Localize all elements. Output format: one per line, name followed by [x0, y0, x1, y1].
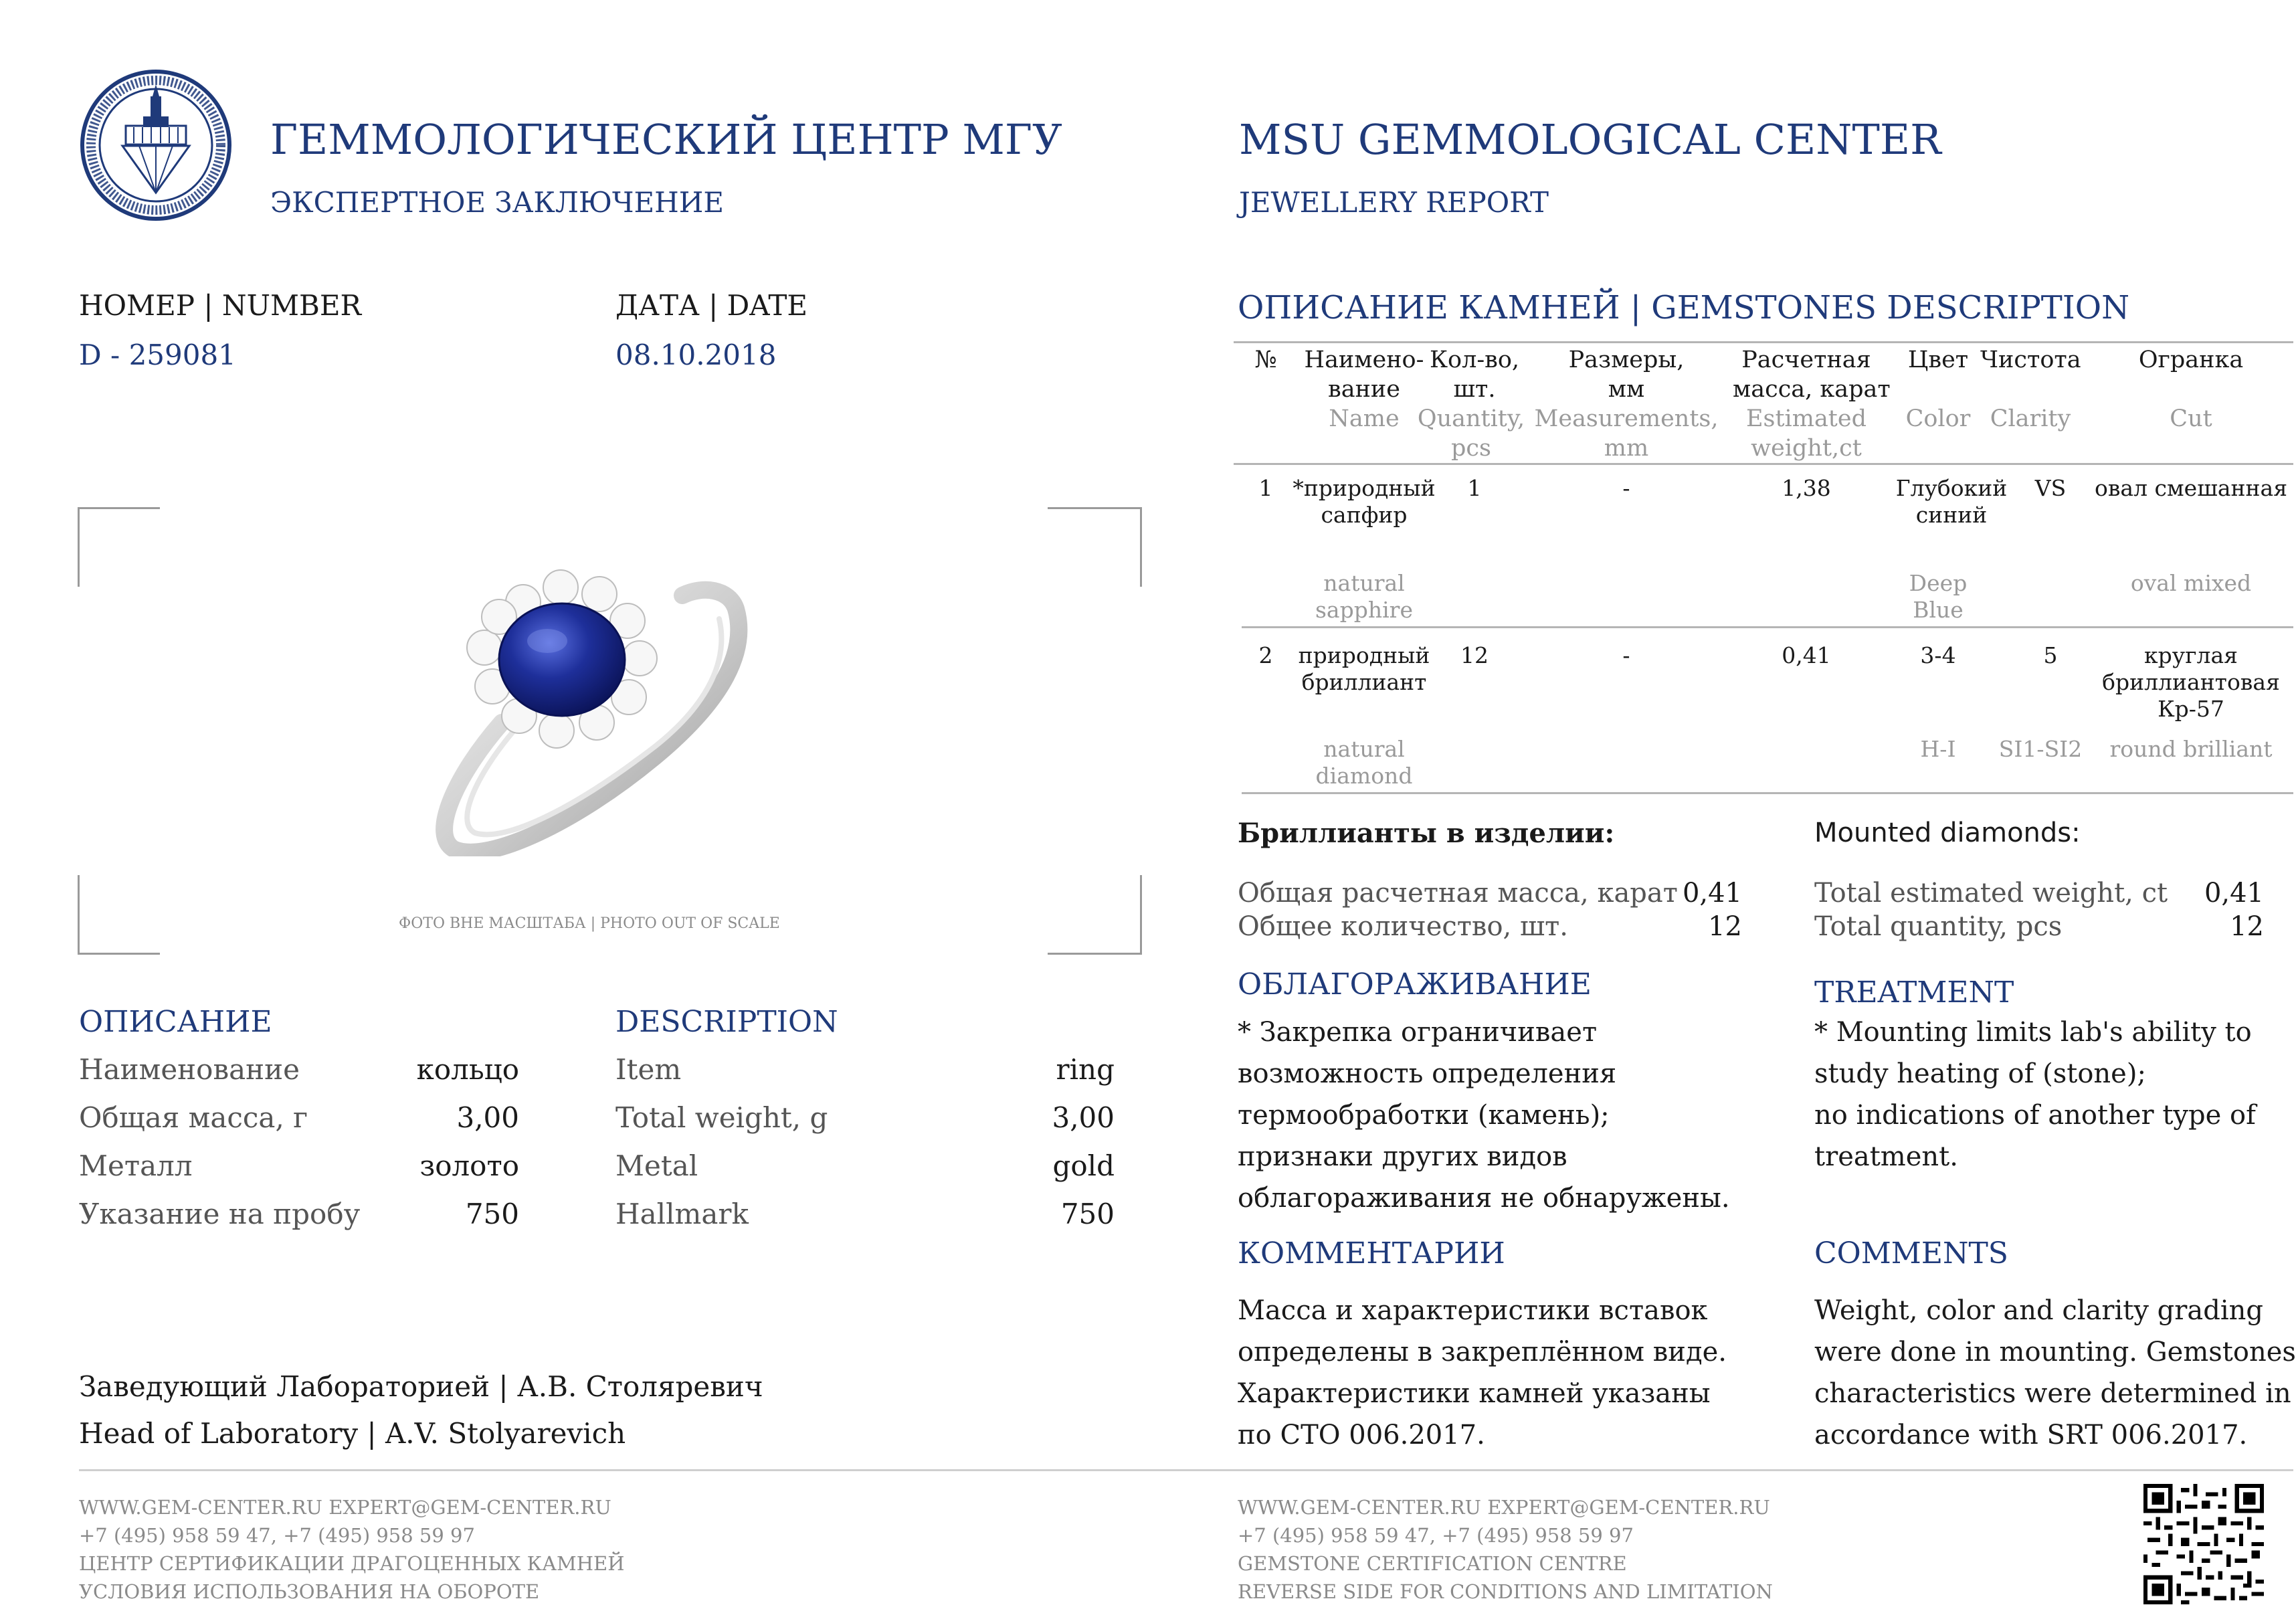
description-en-title: DESCRIPTION: [615, 1005, 838, 1039]
footer-divider: [79, 1469, 2293, 1471]
gemstones-title: ОПИСАНИЕ КАМНЕЙ | GEMSTONES DESCRIPTION: [1238, 289, 2130, 326]
table-cell-name: *природный сапфир: [1293, 475, 1436, 528]
table-cell-cut-en: oval mixed: [2130, 570, 2252, 596]
col-header-clarity: Чистота: [1980, 347, 2081, 373]
subtitle-ru: ЭКСПЕРТНОЕ ЗАКЛЮЧЕНИЕ: [270, 186, 725, 219]
table-cell-name: природный бриллиант: [1298, 642, 1430, 695]
text-line: no indications of another type of: [1814, 1100, 2256, 1131]
text-line: признаки других видов: [1238, 1141, 1567, 1172]
text-line: Weight, color and clarity grading: [1814, 1295, 2263, 1326]
comments-text-ru: [1238, 1290, 1727, 1456]
mounted-ru-label: Общая расчетная масса, карат: [1238, 878, 1678, 909]
table-rule: [1242, 626, 2293, 628]
col-header-measurements: Размеры, мм: [1568, 347, 1685, 403]
date-label: ДАТА | DATE: [615, 289, 808, 322]
table-cell-measurements: -: [1622, 475, 1630, 501]
mounted-en-label: Total quantity, pcs: [1814, 911, 2063, 942]
desc-en-value: 750: [1060, 1198, 1115, 1230]
text-line: accordance with SRT 006.2017.: [1814, 1420, 2248, 1450]
desc-ru-value: 3,00: [456, 1101, 519, 1134]
mounted-ru-value: 12: [1708, 911, 1742, 942]
footer-phones: +7 (495) 958 59 47, +7 (495) 958 59 97: [79, 1524, 475, 1547]
mounted-en-value: 12: [2230, 911, 2264, 942]
number-label: НОМЕР | NUMBER: [79, 289, 362, 322]
text-line: Характеристики камней указаны: [1238, 1378, 1711, 1409]
col-header-color-en: Color: [1905, 405, 1971, 432]
text-line: study heating of (stone);: [1814, 1058, 2146, 1089]
desc-en-value: gold: [1052, 1149, 1115, 1182]
mounted-ru-label: Общее количество, шт.: [1238, 911, 1568, 942]
mounted-en-value: 0,41: [2204, 878, 2264, 909]
table-cell-clarity: VS: [2034, 475, 2067, 501]
col-header-name-en: Name: [1329, 405, 1400, 432]
table-rule: [1234, 463, 2293, 465]
desc-en-label: Hallmark: [615, 1198, 749, 1230]
desc-en-label: Metal: [615, 1149, 698, 1182]
desc-en-value: 3,00: [1052, 1101, 1115, 1134]
description-ru-title: ОПИСАНИЕ: [79, 1005, 272, 1039]
text-line: treatment.: [1814, 1141, 1958, 1172]
desc-en-value: ring: [1056, 1053, 1115, 1086]
comments-title-ru: КОММЕНТАРИИ: [1238, 1236, 1505, 1270]
table-cell-weight: 0,41: [1782, 642, 1831, 668]
desc-en-label: Total weight, g: [615, 1101, 828, 1134]
table-cell-name-en: natural sapphire: [1315, 570, 1413, 623]
text-line: * Закрепка ограничивает: [1238, 1017, 1598, 1048]
mounted-title-en: Mounted diamonds:: [1814, 818, 2081, 848]
treatment-title-en: TREATMENT: [1814, 975, 2014, 1010]
footer-org: GEMSTONE CERTIFICATION CENTRE: [1238, 1552, 1627, 1575]
table-cell-cut-en: round brilliant: [2109, 736, 2273, 762]
footer-note: REVERSE SIDE FOR CONDITIONS AND LIMITATION: [1238, 1580, 1773, 1603]
photo-frame-corner: [1048, 875, 1142, 955]
table-rule: [1242, 792, 2293, 794]
col-header-color: Цвет: [1907, 347, 1969, 373]
subtitle-en: JEWELLERY REPORT: [1239, 186, 1549, 219]
msu-gemmological-center-logo: [79, 62, 233, 229]
col-header-measurements-en: Measurements, mm: [1534, 405, 1719, 462]
footer-phones: +7 (495) 958 59 47, +7 (495) 958 59 97: [1238, 1524, 1634, 1547]
table-cell-name-en: natural diamond: [1315, 736, 1413, 789]
table-cell-color-en: H-I: [1920, 736, 1956, 762]
table-cell-clarity-en: SI1-SI2: [1998, 736, 2083, 762]
photo-frame-corner: [78, 507, 160, 587]
col-header-no: №: [1254, 347, 1277, 373]
table-cell-quantity: 1: [1467, 475, 1482, 501]
mounted-en-label: Total estimated weight, ct: [1814, 878, 2168, 909]
footer-contacts-link[interactable]: WWW.GEM-CENTER.RU EXPERT@GEM-CENTER.RU: [79, 1496, 611, 1519]
table-cell-no: 1: [1258, 475, 1273, 501]
treatment-title-ru: ОБЛАГОРАЖИВАНИЕ: [1238, 967, 1592, 1002]
text-line: по СТО 006.2017.: [1238, 1420, 1485, 1450]
comments-text-en: [1814, 1290, 2296, 1456]
footer-org: ЦЕНТР СЕРТИФИКАЦИИ ДРАГОЦЕННЫХ КАМНЕЙ: [79, 1552, 625, 1575]
table-cell-measurements: -: [1622, 642, 1630, 668]
desc-ru-label: Наименование: [79, 1053, 300, 1086]
text-line: возможность определения: [1238, 1058, 1617, 1089]
sapphire-ring-photo: [401, 555, 776, 856]
photo-frame-corner: [1048, 507, 1142, 587]
col-header-quantity-en: Quantity, pcs: [1417, 405, 1525, 462]
table-cell-quantity: 12: [1460, 642, 1489, 668]
table-cell-color: Глубокий синий: [1895, 475, 2008, 528]
treatment-text-ru: [1238, 1012, 1730, 1219]
col-header-cut: Огранка: [2138, 347, 2244, 373]
desc-ru-label: Общая масса, г: [79, 1101, 308, 1134]
mounted-title-ru: Бриллианты в изделии:: [1238, 818, 1615, 849]
col-header-clarity-en: Clarity: [1990, 405, 2071, 432]
table-cell-color: 3-4: [1920, 642, 1956, 668]
table-cell-cut: овал смешанная: [2094, 475, 2288, 501]
signature-ru: Заведующий Лабораторией | А.В. Столяревич: [79, 1370, 763, 1403]
text-line: * Mounting limits lab's ability to: [1814, 1017, 2252, 1048]
table-rule: [1234, 341, 2293, 343]
treatment-text-en: [1814, 1012, 2256, 1177]
desc-ru-value: кольцо: [416, 1053, 519, 1086]
table-cell-weight: 1,38: [1782, 475, 1831, 501]
title-en: MSU GEMMOLOGICAL CENTER: [1239, 115, 1941, 164]
table-cell-cut: круглая бриллиантовая Кр-57: [2102, 642, 2280, 722]
desc-en-label: Item: [615, 1053, 682, 1086]
table-cell-clarity: 5: [2043, 642, 2058, 668]
desc-ru-label: Указание на пробу: [79, 1198, 361, 1230]
col-header-weight: Расчетная масса, карат: [1733, 347, 1891, 403]
desc-ru-label: Металл: [79, 1149, 193, 1182]
desc-ru-value: золото: [419, 1149, 519, 1182]
col-header-cut-en: Cut: [2170, 405, 2212, 432]
report-number: D - 259081: [79, 339, 236, 371]
qr-code[interactable]: [2143, 1484, 2264, 1604]
footer-contacts-link[interactable]: WWW.GEM-CENTER.RU EXPERT@GEM-CENTER.RU: [1238, 1496, 1770, 1519]
col-header-name: Наимено- вание: [1304, 347, 1424, 403]
text-line: облагораживания не обнаружены.: [1238, 1183, 1730, 1214]
comments-title-en: COMMENTS: [1814, 1236, 2008, 1270]
mounted-ru-value: 0,41: [1682, 878, 1742, 909]
col-header-weight-en: Estimated weight,ct: [1745, 405, 1867, 462]
text-line: термообработки (камень);: [1238, 1100, 1610, 1131]
report-date: 08.10.2018: [615, 339, 777, 371]
table-cell-no: 2: [1258, 642, 1273, 668]
footer-note: УСЛОВИЯ ИСПОЛЬЗОВАНИЯ НА ОБОРОТЕ: [79, 1580, 540, 1603]
text-line: Масса и характеристики вставок: [1238, 1295, 1708, 1326]
text-line: characteristics were determined in: [1814, 1378, 2291, 1409]
title-ru: ГЕММОЛОГИЧЕСКИЙ ЦЕНТР МГУ: [270, 115, 1062, 164]
photo-frame-corner: [78, 875, 160, 955]
text-line: were done in mounting. Gemstones: [1814, 1337, 2296, 1367]
signature-en: Head of Laboratory | A.V. Stolyarevich: [79, 1417, 626, 1450]
desc-ru-value: 750: [465, 1198, 519, 1230]
table-cell-color-en: Deep Blue: [1909, 570, 1968, 623]
text-line: определены в закреплённом виде.: [1238, 1337, 1727, 1367]
photo-caption: ФОТО ВНЕ МАСШТАБА | PHOTO OUT OF SCALE: [399, 915, 780, 932]
col-header-quantity: Кол-во, шт.: [1429, 347, 1520, 403]
